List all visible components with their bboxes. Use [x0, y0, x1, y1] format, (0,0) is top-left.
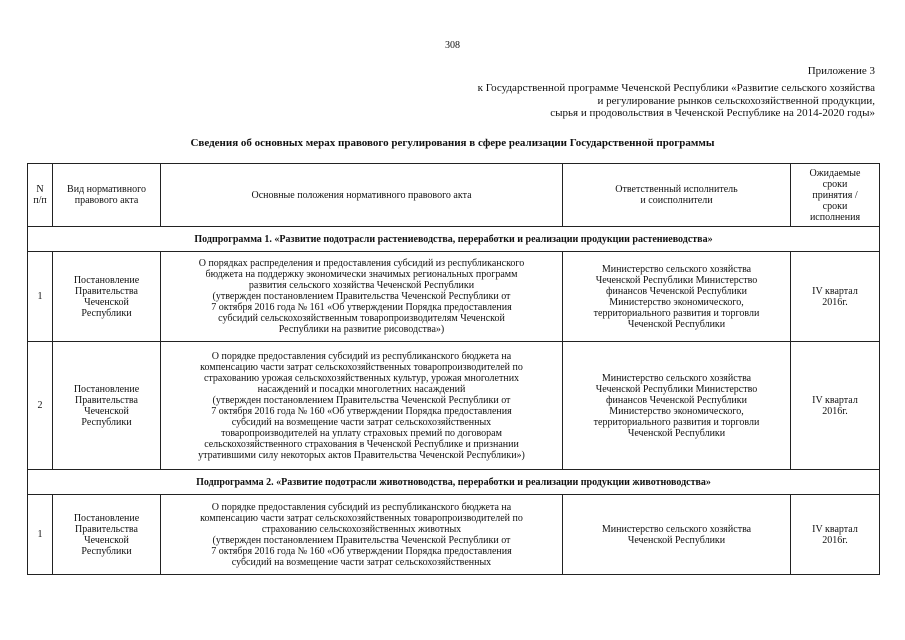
appendix-subtitle: [478, 82, 875, 120]
provisions-cell: О порядке предоставления субсидий из республиканского бюджета на компенсацию части затрат сельскохозяйственных товаропроизводителей по страхованию сельскохозяйственных животных (утвержден постановлением Правительства Чеченской Республики от 7 октября 2016 года № 160 «Об утверждении Порядка предоставления субсидий на возмещение части затрат сельскохозяйственных: [161, 495, 563, 575]
appendix-title: Приложение 3: [807, 65, 875, 77]
provisions-cell: О порядке предоставления субсидий из республиканского бюджета на компенсацию части затрат сельскохозяйственных товаропроизводителей по страхованию урожая сельскохозяйственных культур, урожая многолетних насаждений и посадки многолетних насаждений (утвержден постановлением Правительства Чеченской Республики от 7 октября 2016 года № 160 «Об утверждении Порядка предоставления субсидий на возмещение части затрат сельскохозяйственных товаропроизводителей на уплату страховых премий по договорам сельскохозяйственного страхования в Чеченской Республике и признании утратившими силу некоторых актов Правительства Чеченской Республики»): [161, 342, 563, 470]
subprogram-1-row: [28, 227, 880, 252]
table-row: [28, 342, 880, 470]
row-number: 2: [28, 342, 53, 470]
deadline-cell: IV квартал 2016г.: [791, 252, 880, 342]
executor-cell: Министерство сельского хозяйства Чеченской Республики: [563, 495, 791, 575]
executor-cell: Министерство сельского хозяйства Чеченской Республики Министерство финансов Чеченской Республики Министерство экономического, территориального развития и торговли Чеченской Республики: [563, 342, 791, 470]
page-number: 308: [445, 40, 460, 51]
measures-table: [27, 163, 880, 575]
table-row: [28, 495, 880, 575]
subprogram-1-title: Подпрограмма 1. «Развитие подотрасли растениеводства, переработки и реализации продукции растениеводства»: [28, 227, 880, 252]
table-header-row: [28, 164, 880, 227]
header-deadline: Ожидаемые сроки принятия / сроки исполнения: [791, 164, 880, 227]
table-row: [28, 252, 880, 342]
act-type-cell: Постановление Правительства Чеченской Республики: [53, 252, 161, 342]
deadline-cell: IV квартал 2016г.: [791, 495, 880, 575]
appendix-line: сырья и продовольствия в Чеченской Республике на 2014-2020 годы»: [550, 107, 875, 119]
row-number: 1: [28, 495, 53, 575]
appendix-line: и регулирование рынков сельскохозяйственной продукции,: [597, 94, 875, 107]
deadline-cell: IV квартал 2016г.: [791, 342, 880, 470]
header-executor: Ответственный исполнитель и соисполнители: [563, 164, 791, 227]
header-num: N п/п: [28, 164, 53, 227]
appendix-line: к Государственной программе Чеченской Республики «Развитие сельского хозяйства: [477, 82, 875, 94]
document-title: Сведения об основных мерах правового регулирования в сфере реализации Государственной программы: [190, 137, 715, 149]
subprogram-2-title: Подпрограмма 2. «Развитие подотрасли животноводства, переработки и реализации продукции животноводства»: [28, 470, 880, 495]
act-type-cell: Постановление Правительства Чеченской Республики: [53, 342, 161, 470]
subprogram-2-row: [28, 470, 880, 495]
provisions-cell: О порядках распределения и предоставления субсидий из республиканского бюджета на поддержку экономически значимых региональных программ развития сельского хозяйства Чеченской Республики (утвержден постановлением Правительства Чеченской Республики от 7 октября 2016 года № 161 «Об утверждении Порядка предоставления субсидий сельскохозяйственным товаропроизводителям Чеченской Республики на развитие рисоводства»): [161, 252, 563, 342]
act-type-cell: Постановление Правительства Чеченской Республики: [53, 495, 161, 575]
executor-cell: Министерство сельского хозяйства Чеченской Республики Министерство финансов Чеченской Республики Министерство экономического, территориального развития и торговли Чеченской Республики: [563, 252, 791, 342]
header-provisions: Основные положения нормативного правового акта: [161, 164, 563, 227]
header-act-type: Вид нормативного правового акта: [53, 164, 161, 227]
row-number: 1: [28, 252, 53, 342]
